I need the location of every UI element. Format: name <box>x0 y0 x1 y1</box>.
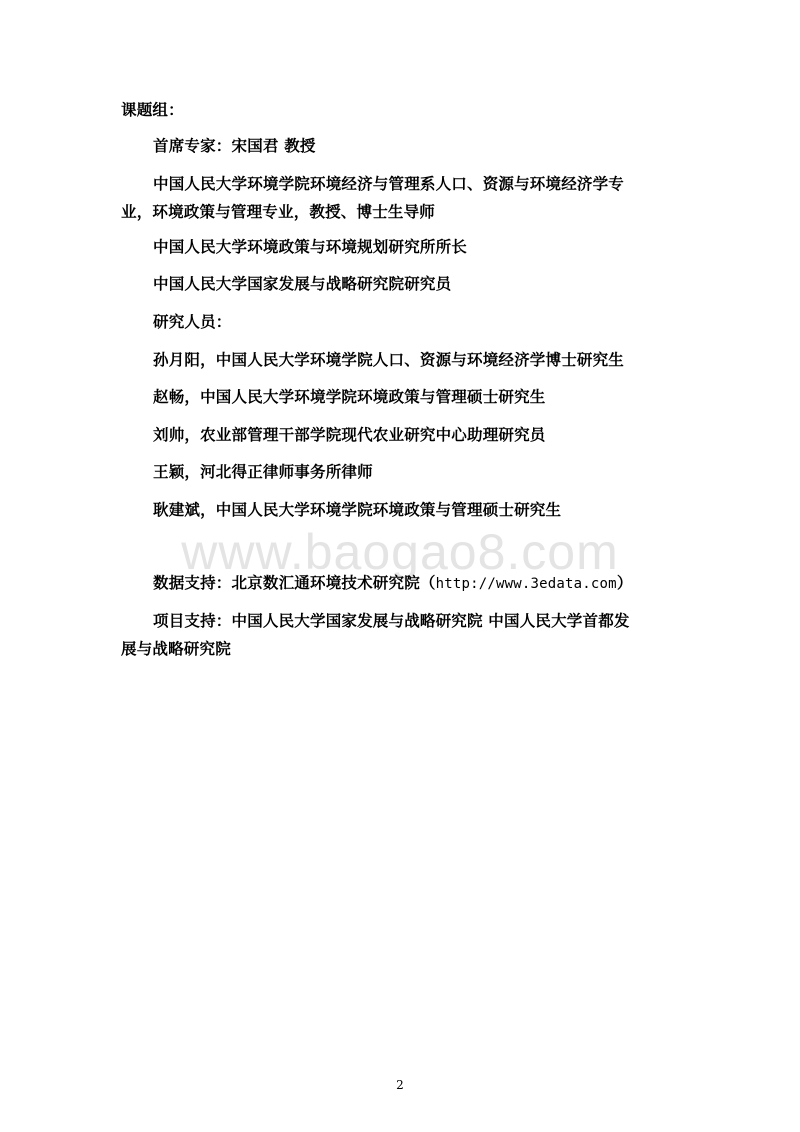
researchers-heading: 研究人员： <box>153 313 232 331</box>
project-support-line-1: 项目支持：中国人民大学国家发展与战略研究院 中国人民大学首都发 <box>153 612 630 630</box>
data-support-close: ） <box>616 574 633 592</box>
chief-expert: 首席专家：宋国君 教授 <box>153 137 316 155</box>
data-support-label: 数据支持：北京数汇通环境技术研究院（ <box>153 574 436 592</box>
researcher-item: 耿建斌，中国人民大学环境学院环境政策与管理硕士研究生 <box>153 501 562 519</box>
data-support <box>153 573 633 594</box>
position-director: 中国人民大学环境政策与环境规划研究所所长 <box>153 238 468 256</box>
project-support-line-2: 展与战略研究院 <box>121 640 231 658</box>
data-support-url[interactable]: http://www.3edata.com <box>435 576 617 592</box>
affiliation-line-1: 中国人民大学环境学院环境经济与管理系人口、资源与环境经济学专 <box>153 175 625 193</box>
page-number: 2 <box>396 1078 404 1092</box>
watermark: www.baogao8.com <box>181 524 619 580</box>
researcher-item: 赵畅，中国人民大学环境学院环境政策与管理硕士研究生 <box>153 388 546 406</box>
researcher-item: 刘帅，农业部管理干部学院现代农业研究中心助理研究员 <box>153 426 546 444</box>
position-researcher: 中国人民大学国家发展与战略研究院研究员 <box>153 275 452 293</box>
group-heading: 课题组： <box>121 101 184 119</box>
researcher-item: 孙月阳，中国人民大学环境学院人口、资源与环境经济学博士研究生 <box>153 351 625 369</box>
researcher-item: 王颖，河北得正律师事务所律师 <box>153 463 373 481</box>
affiliation-line-2: 业，环境政策与管理专业，教授、博士生导师 <box>121 203 436 221</box>
